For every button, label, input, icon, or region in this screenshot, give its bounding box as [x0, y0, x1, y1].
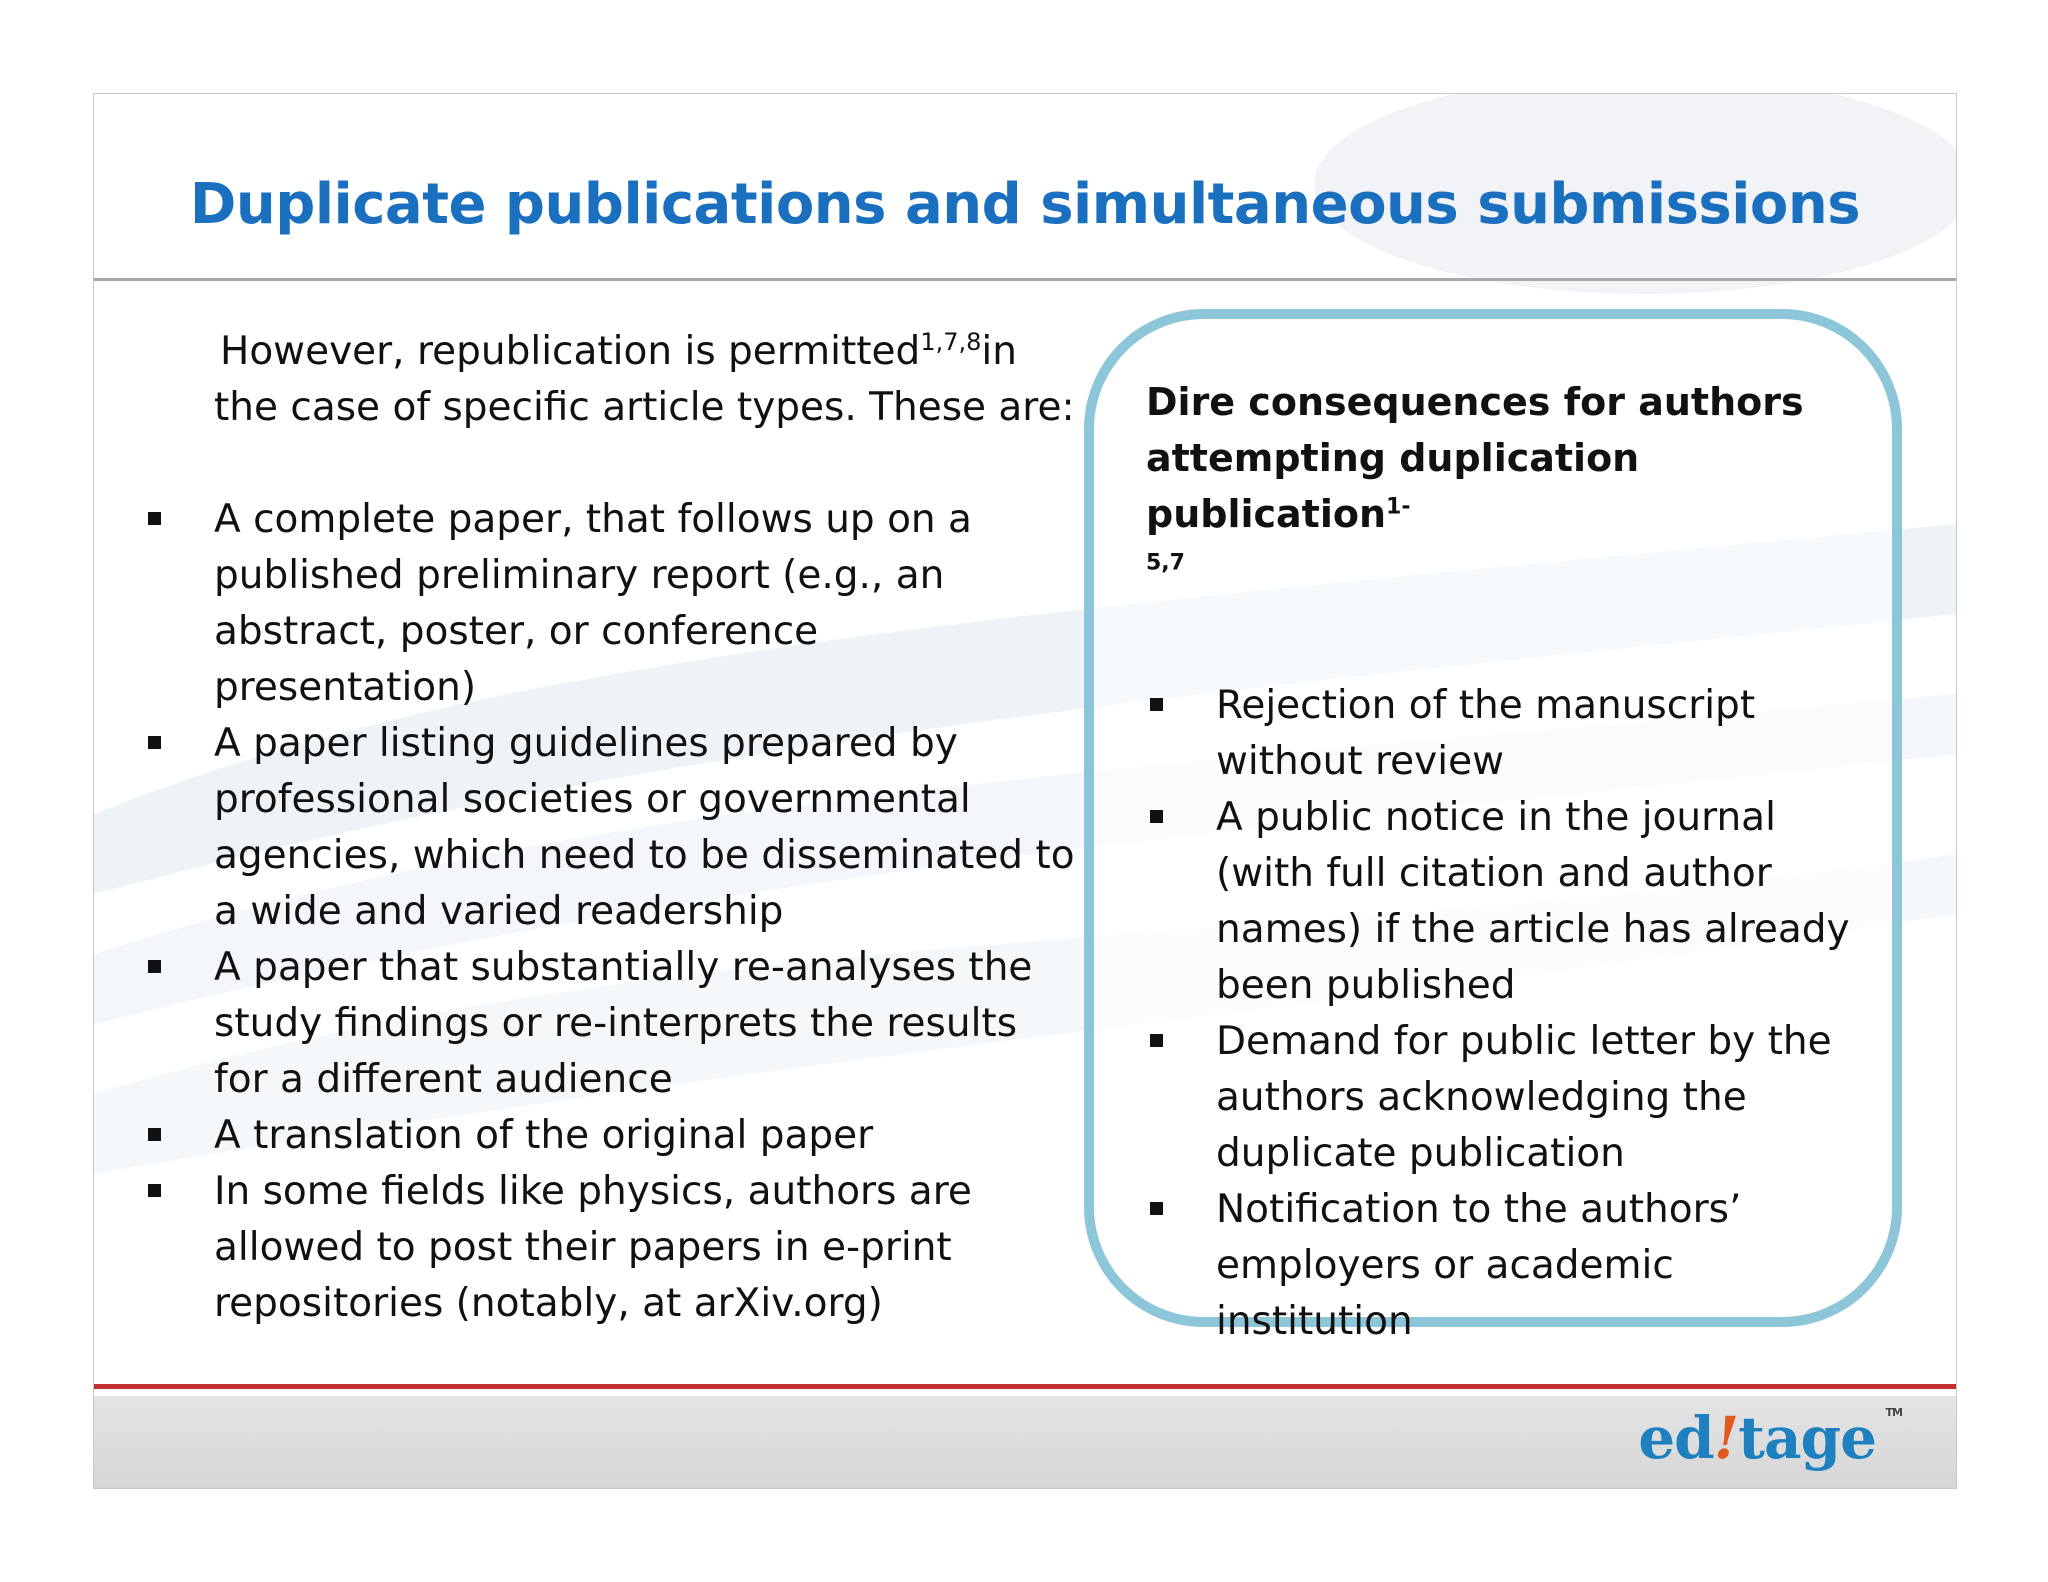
- slide: [93, 93, 1957, 1489]
- square-bullet-icon: [148, 512, 161, 525]
- intro-text: [214, 324, 1094, 436]
- heading-citation-continued: 5,7: [1146, 550, 1185, 576]
- square-bullet-icon: [148, 1184, 161, 1197]
- list-item: A paper that substantially re-analyses the study findings or re-interprets the results for a different audience: [94, 940, 1094, 1108]
- intro-citation: 1,7,8: [920, 328, 982, 356]
- heading-citation: 1-: [1386, 494, 1411, 520]
- square-bullet-icon: [1150, 1034, 1163, 1047]
- title-divider: [94, 278, 1956, 281]
- editage-logo: ed!tage TM: [1638, 1404, 1902, 1472]
- left-column: [94, 324, 1094, 1332]
- permitted-types-list: [94, 492, 1094, 1332]
- square-bullet-icon: [1150, 698, 1163, 711]
- page-title: Duplicate publications and simultaneous submissions: [189, 172, 1861, 237]
- trademark-mark: TM: [1885, 1406, 1902, 1419]
- square-bullet-icon: [1150, 810, 1163, 823]
- square-bullet-icon: [1150, 1202, 1163, 1215]
- list-item: Rejection of the manuscript without review: [1146, 678, 1866, 790]
- intro-line1: However, republication is permitted: [220, 329, 921, 374]
- list-item: Demand for public letter by the authors acknowledging the duplicate publication: [1146, 1014, 1866, 1182]
- list-item: A paper listing guidelines prepared by professional societies or governmental agencies, which need to be disseminated to a wide and varied readership: [94, 716, 1094, 940]
- square-bullet-icon: [148, 960, 161, 973]
- list-item: A public notice in the journal (with full citation and author names) if the article has already been published: [1146, 790, 1866, 1014]
- footer-red-divider: [94, 1384, 1956, 1389]
- list-item: A complete paper, that follows up on a published preliminary report (e.g., an abstract, poster, or conference presentation): [94, 492, 1094, 716]
- square-bullet-icon: [148, 736, 161, 749]
- right-column: [1146, 374, 1866, 1350]
- consequences-list: [1146, 678, 1866, 1350]
- list-item: In some fields like physics, authors are allowed to post their papers in e-print repositories (notably, at arXiv.org): [94, 1164, 1094, 1332]
- square-bullet-icon: [148, 1128, 161, 1141]
- intro-line1-end: in: [981, 329, 1017, 374]
- intro-line2: the case of specific article types. These are:: [214, 385, 1075, 430]
- list-item: Notification to the authors’ employers or academic institution: [1146, 1182, 1866, 1350]
- list-item: A translation of the original paper: [94, 1108, 1094, 1164]
- consequences-heading: Dire consequences for authors attempting duplication publication$^{1-}$ $^{5,7}$: [1146, 380, 1804, 576]
